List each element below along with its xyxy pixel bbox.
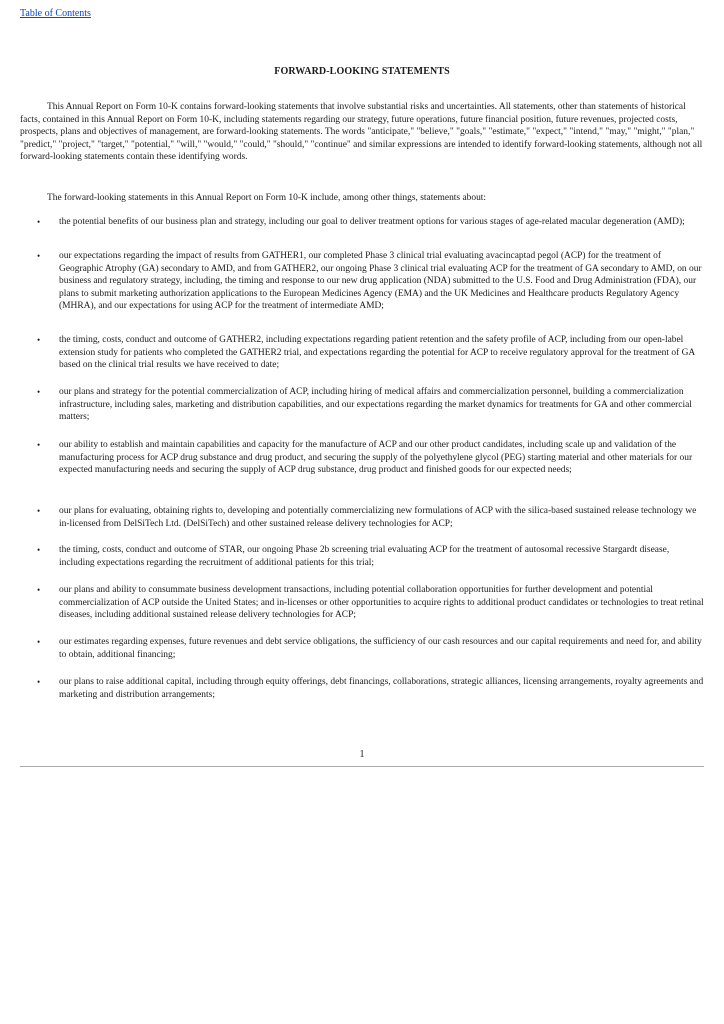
bullet-icon: •: [37, 506, 41, 516]
bullet-icon: •: [37, 335, 41, 345]
table-of-contents-link[interactable]: Table of Contents: [20, 8, 91, 19]
list-item-text: our expectations regarding the impact of results from GATHER1, our completed Phase 3 clinical trial evaluating avacincaptad pegol (ACP) for the treatment of Geographic Atrophy (GA) secondary to AMD, and from GATHER2, our ongoing Phase 3 clinical trial evaluating ACP for the treatment of GA secondary to AMD, on our business and regulatory strategy, including, the timing and response to our new drug application (NDA) submitted to the U.S. Food and Drug Administration (FDA), our plans to submit marketing authorization applications to the European Medicines Agency (EMA) and the UK Medicines and Healthcare products Regulatory Agency (MHRA), and our expectations for using ACP for the treatment of intermediate AMD;: [59, 251, 702, 311]
list-item-text: our estimates regarding expenses, future revenues and debt service obligations, the sufficiency of our cash resources and our capital requirements and need for, and ability to obtain, additional financing;: [59, 637, 702, 660]
list-item-text: our ability to establish and maintain capabilities and capacity for the manufacture of ACP and our other product candidates, including scale up and validation of the manufacturing process for ACP drug substance and drug product, and securing the supply of the polyethylene glycol (PEG) starting material and other materials for our expected manufacturing needs and securing the supply of ACP drug substance, drug product and finished goods for our expected needs;: [59, 440, 693, 475]
page-number: 1: [359, 749, 365, 760]
bullet-icon: •: [37, 251, 41, 261]
list-item-text: the timing, costs, conduct and outcome of STAR, our ongoing Phase 2b screening trial evaluating ACP for the treatment of autosomal recessive Stargardt disease, including expectations regarding the recruitment of additional patients for this trial;: [59, 545, 670, 568]
bullet-icon: •: [37, 545, 41, 555]
list-item-text: our plans for evaluating, obtaining rights to, developing and potentially commercializing new formulations of ACP with the silica-based sustained release technology we in-licensed from DelSiTech Ltd. (DelSiTech) and other sustained release delivery technologies for ACP;: [59, 506, 697, 529]
bullet-icon: •: [37, 677, 41, 687]
bullet-icon: •: [37, 585, 41, 595]
bullet-icon: •: [37, 217, 41, 227]
bullet-icon: •: [37, 440, 41, 450]
list-item-text: our plans and ability to consummate business development transactions, including potential collaboration opportunities for further development and potential commercialization of ACP outside the United States; and in-licenses or other opportunities to acquire rights to additional product candidates or technologies to treat retinal diseases, including additional sustained release delivery technologies for ACP;: [59, 585, 704, 620]
page-divider: [20, 766, 704, 767]
list-item-text: the potential benefits of our business plan and strategy, including our goal to deliver treatment options for various stages of age-related macular degeneration (AMD);: [59, 217, 685, 227]
list-item-text: the timing, costs, conduct and outcome of GATHER2, including expectations regarding patient retention and the safety profile of ACP, including from our open-label extension study for patients who completed the GATHER2 trial, and expectations regarding the potential for ACP to receive regulatory approval for the treatment of GA based on the clinical trial results we have received to date;: [59, 335, 695, 370]
list-item-text: our plans and strategy for the potential commercialization of ACP, including hiring of medical affairs and commercialization personnel, building a commercialization infrastructure, including sales, marketing and distribution capabilities, and our expectations regarding the market dynamics for treatments for GA and other commercial matters;: [59, 387, 692, 422]
list-item-text: our plans to raise additional capital, including through equity offerings, debt financings, collaborations, strategic alliances, licensing arrangements, royalty agreements and marketing and distribution arrangements;: [59, 677, 704, 700]
lead-paragraph: The forward-looking statements in this Annual Report on Form 10-K include, among other things, statements about:: [47, 193, 487, 203]
intro-paragraph: This Annual Report on Form 10-K contains forward-looking statements that involve substantial risks and uncertainties. All statements, other than statements of historical facts, contained in this Annual Report on Form 10-K, including statements regarding our strategy, future operations, future financial position, future revenues, projected costs, prospects, plans and objectives of management, are forward-looking statements. The words "anticipate," "believe," "goals," "estimate," "expect," "intend," "may," "might," "plan," "predict," "project," "target," "potential," "will," "would," "could," "should," "continue" and similar expressions are intended to identify forward-looking statements, although not all forward-looking statements contain these identifying words.: [20, 102, 703, 162]
bullet-icon: •: [37, 637, 41, 647]
section-heading: FORWARD-LOOKING STATEMENTS: [274, 66, 450, 77]
bullet-icon: •: [37, 387, 41, 397]
